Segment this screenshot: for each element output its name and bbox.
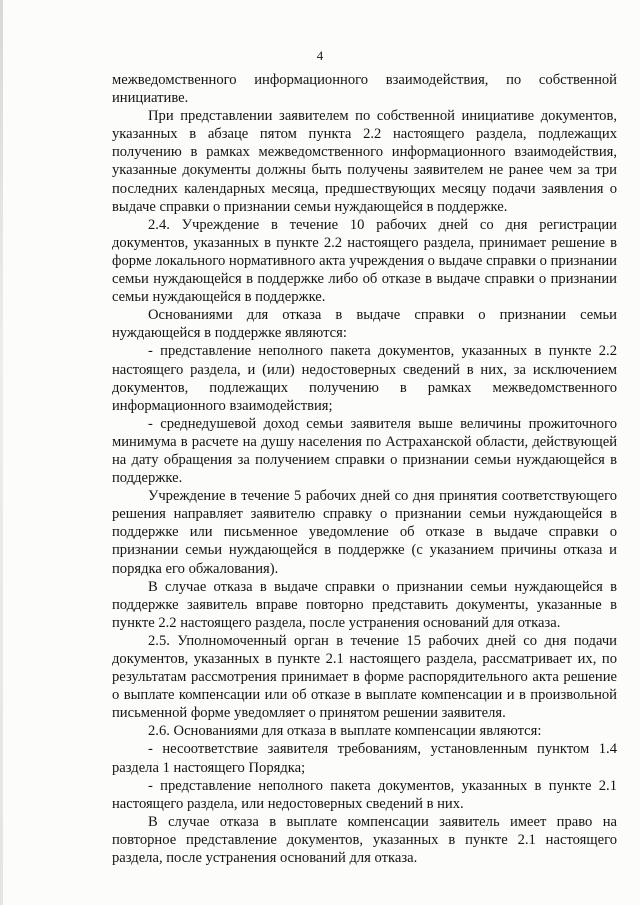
- paragraph-refusal-ground-income: - среднедушевой доход семьи заявителя выше величины прожиточного минимума в расчете на душу населения по Астраханской области, действующей на дату обращения за получением справки о признании семьи нуждающейся в поддержке.: [112, 415, 617, 487]
- paragraph-refusal-ground-incomplete: - представление неполного пакета документов, указанных в пункте 2.2 настоящего раздела, и (или) недостоверных сведений в них, за исключением документов, подлежащих получению в рамках межведомственного информационного взаимодействия;: [112, 343, 617, 414]
- paragraph-2-5-authorized-body: 2.5. Уполномоченный орган в течение 15 рабочих дней со дня подачи документов, указанных в пункте 2.1 настоящего раздела, рассматривает их, по результатам рассмотрения принимает в форме распорядительного акта решение о выплате компенсации или об отказе в выплате компенсации и в произвольной письменной форме уведомляет о принятом решении заявителя.: [112, 632, 617, 722]
- paragraph-continuation: межведомственного информационного взаимодействия, по собственной инициативе.: [112, 72, 617, 107]
- paragraph-notification: Учреждение в течение 5 рабочих дней со дня принятия соответствующего решения направляет заявителю справку о признании семьи нуждающейся в поддержке или письменное уведомление об отказе в выдаче справки о признании семьи нуждающейся в поддержке (с указанием причины отказа и порядка его обжалования).: [112, 488, 617, 577]
- paragraph-resubmission: В случае отказа в выдаче справки о признании семьи нуждающейся в поддержке заявитель вправе повторно представить документы, указанные в пункте 2.2 настоящего раздела, после устранения оснований для отказа.: [112, 578, 617, 631]
- page-number: 4: [316, 48, 324, 63]
- paragraph-2-6-compensation-refusal: 2.6. Основаниями для отказа в выплате компенсации являются:: [148, 723, 542, 740]
- paragraph-compensation-ground-incomplete: - представление неполного пакета документов, указанных в пункте 2.1 настоящего раздела, или недостоверных сведений в них.: [112, 777, 617, 812]
- paragraph-compensation-resubmission: В случае отказа в выплате компенсации заявитель имеет право на повторное представление документов, указанных в пункте 2.1 настоящего раздела, после устранения оснований для отказа.: [112, 813, 617, 867]
- paragraph-own-initiative-documents: При представлении заявителем по собственной инициативе документов, указанных в абзаце пятом пункта 2.2 настоящего раздела, подлежащих получению в рамках межведомственного информационного взаимодействия, указанные документы должны быть получены заявителем не ранее чем за три последних календарных месяца, предшествующих месяцу подачи заявления о выдаче справки о признании семьи нуждающейся в поддержке.: [112, 108, 617, 215]
- paragraph-refusal-grounds-intro: Основаниями для отказа в выдаче справки о признании семьи нуждающейся в поддержке являются:: [112, 307, 617, 342]
- document-body: [112, 71, 617, 867]
- scan-edge-shadow: [0, 0, 3, 905]
- paragraph-2-4-decision: 2.4. Учреждение в течение 10 рабочих дней со дня регистрации документов, указанных в пункте 2.2 настоящего раздела, принимает решение в форме локального нормативного акта учреждения о выдаче справки о признании семьи нуждающейся в поддержке либо об отказе в выдаче справки о признании семьи нуждающейся в поддержке.: [112, 216, 617, 306]
- paragraph-compensation-ground-requirements: - несоответствие заявителя требованиям, установленным пунктом 1.4 раздела 1 настоящего Порядка;: [112, 741, 617, 776]
